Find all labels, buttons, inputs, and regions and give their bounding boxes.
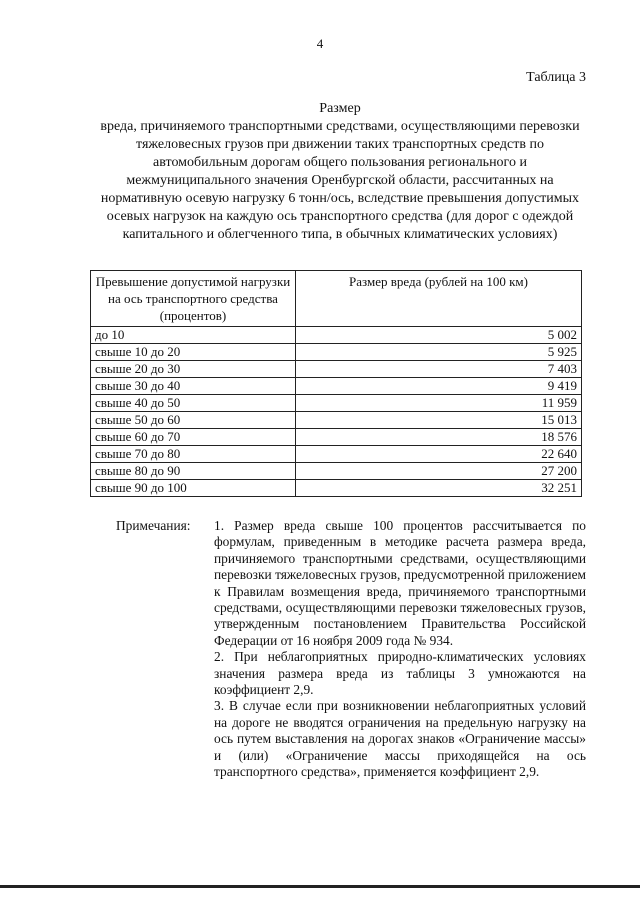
damage-value: 27 200 bbox=[296, 463, 582, 480]
overload-range: свыше 40 до 50 bbox=[91, 395, 296, 412]
table-row bbox=[91, 361, 582, 378]
damage-value: 18 576 bbox=[296, 429, 582, 446]
overload-range: свыше 30 до 40 bbox=[91, 378, 296, 395]
header-damage: Размер вреда (рублей на 100 км) bbox=[296, 271, 582, 327]
table-row bbox=[91, 412, 582, 429]
damage-value: 11 959 bbox=[296, 395, 582, 412]
damage-value: 9 419 bbox=[296, 378, 582, 395]
damage-value: 22 640 bbox=[296, 446, 582, 463]
table-row bbox=[91, 463, 582, 480]
note-item-1: 1. Размер вреда свыше 100 процентов рассчитывается по формулам, приведенным в методике расчета размера вреда, причиняемого транспортными средствами, осуществляющими перевозки тяжеловесных грузов, предусмотренной приложением к Правилам возмещения вреда, причиняемого транспортными средствами, осуществляющими перевозки тяжеловесных грузов, утвержденным постановлением Правительства Российской Федерации от 16 ноября 2009 года № 934. bbox=[214, 518, 586, 648]
note-item-2: 2. При неблагоприятных природно-климатических условиях значения размера вреда из таблицы 3 умножаются на коэффициент 2,9. bbox=[214, 649, 586, 698]
table-row bbox=[91, 429, 582, 446]
table-label: Таблица 3 bbox=[526, 70, 586, 85]
overload-range: свыше 70 до 80 bbox=[91, 446, 296, 463]
table-header-row bbox=[91, 271, 582, 327]
notes-body bbox=[214, 518, 586, 781]
page-number: 4 bbox=[316, 36, 324, 51]
damage-value: 15 013 bbox=[296, 412, 582, 429]
heading-subtitle: вреда, причиняемого транспортными средствами, осуществляющими перевозки тяжеловесных грузов при движении таких транспортных средств по автомобильным дорогам общего пользования регионального и межмуниципального значения Оренбургской области, рассчитанных на нормативную осевую нагрузку 6 тонн/ось, вследствие превышения допустимых осевых нагрузок на каждую ось транспортного средства (для дорог с одеждой капитального и облегченного типа, в обычных климатических условиях) bbox=[100, 119, 580, 242]
overload-range: свыше 60 до 70 bbox=[91, 429, 296, 446]
document-heading bbox=[100, 100, 580, 244]
notes-section bbox=[116, 518, 586, 781]
note-item-3: 3. В случае если при возникновении неблагоприятных условий на дороге не вводятся ограничения на предельную нагрузку на ось путем выставления на дорогах знаков «Ограничение массы» и (или) «Ограничение массы приходящейся на ось транспортного средства», применяется коэффициент 2,9. bbox=[214, 698, 586, 780]
overload-range: свыше 80 до 90 bbox=[91, 463, 296, 480]
damage-value: 32 251 bbox=[296, 480, 582, 497]
overload-range: свыше 50 до 60 bbox=[91, 412, 296, 429]
bottom-rule bbox=[0, 885, 640, 888]
table-row bbox=[91, 446, 582, 463]
notes-label: Примечания: bbox=[116, 518, 191, 533]
damage-value: 7 403 bbox=[296, 361, 582, 378]
header-overload: Превышение допустимой нагрузки на ось транспортного средства (процентов) bbox=[91, 271, 296, 327]
table-row bbox=[91, 344, 582, 361]
overload-range: свыше 90 до 100 bbox=[91, 480, 296, 497]
damage-value: 5 002 bbox=[296, 327, 582, 344]
table-row bbox=[91, 378, 582, 395]
table-row bbox=[91, 327, 582, 344]
table-row bbox=[91, 395, 582, 412]
table-row bbox=[91, 480, 582, 497]
overload-range: свыше 20 до 30 bbox=[91, 361, 296, 378]
overload-range: до 10 bbox=[91, 327, 296, 344]
overload-range: свыше 10 до 20 bbox=[91, 344, 296, 361]
damage-table bbox=[90, 270, 582, 497]
damage-value: 5 925 bbox=[296, 344, 582, 361]
heading-title: Размер bbox=[319, 101, 361, 116]
